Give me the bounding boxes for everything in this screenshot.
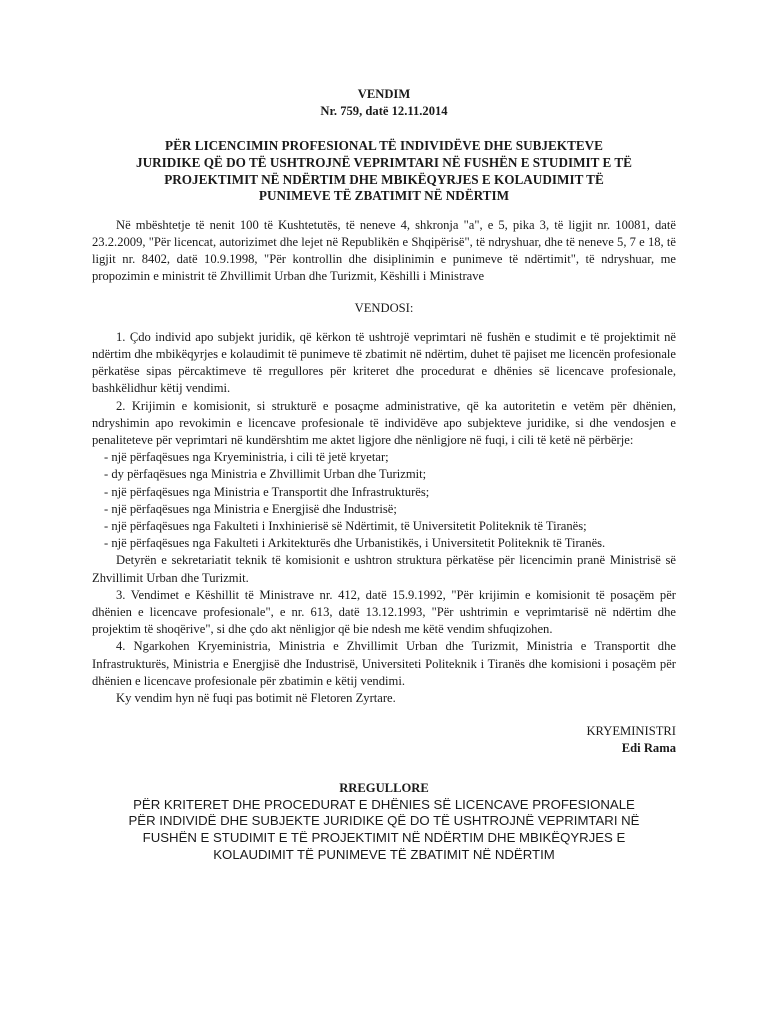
- decision-title: [92, 138, 676, 204]
- decision-title-line: PROJEKTIMIT NË NDËRTIM DHE MBIKËQYRJES E KOLAUDIMIT TË: [164, 171, 604, 187]
- preamble: Në mbështetje të nenit 100 të Kushtetutës, të neneve 4, shkronja "a", e 5, pika 3, të ligjit nr. 10081, datë 23.2.2009, "Për licencat, autorizimet dhe lejet në Republikën e Shqipërisë", të ndryshuar, dhe të neneve 5, 7 e 18, të ligjit nr. 8402, datë 10.9.1998, "Për kontrollin dhe disiplinimin e punimeve të ndërtimit", të ndryshuar, me propozimin e ministrit të Zhvillimit Urban dhe Turizmit, Këshilli i Ministrave: [92, 217, 676, 284]
- decision-title-line: PUNIMEVE TË ZBATIMIT NË NDËRTIM: [258, 188, 510, 204]
- member-item: - një përfaqësues nga Fakulteti i Inxhinierisë së Ndërtimit, të Universitetit Politeknik të Tiranës;: [104, 519, 587, 534]
- decision-number: Nr. 759, datë 12.11.2014: [320, 104, 448, 119]
- regulation-title-line: FUSHËN E STUDIMIT E TË PROJEKTIMIT NË NDËRTIM DHE MBIKËQYRJES E: [142, 830, 626, 846]
- regulation-title-line: KOLAUDIMIT TË PUNIMEVE TË ZBATIMIT NË NDËRTIM: [213, 846, 555, 862]
- decision-heading: VENDIM: [357, 87, 411, 101]
- regulation-title-line: PËR INDIVIDË DHE SUBJEKTE JURIDIKE QË DO TË USHTROJNË VEPRIMTARI NË: [128, 813, 640, 829]
- member-item: - një përfaqësues nga Ministria e Energjisë dhe Industrisë;: [104, 501, 397, 516]
- point-2: 2. Krijimin e komisionit, si strukturë e posaçme administrative, që ka autoritetin e vetëm për dhënien, ndryshimin apo revokimin e licencave profesionale të individëve apo subjekteve juridike, si dhe vendosjen e penaliteteve për veprimtari në kundërshtim me aktet ligjore dhe nënligjore në fuqi, i cili të ketë në përbërje:: [92, 398, 676, 448]
- decides-heading: VENDOSI:: [354, 300, 414, 315]
- regulation-heading: RREGULLORE: [339, 780, 429, 795]
- regulation-title: [92, 797, 676, 863]
- member-item: - një përfaqësues nga Fakulteti i Arkitekturës dhe Urbanistikës, i Universitetit Politeknik të Tiranës.: [104, 536, 606, 551]
- decision-title-line: PËR LICENCIMIN PROFESIONAL TË INDIVIDËVE DHE SUBJEKTEVE: [165, 138, 603, 154]
- signature-title: KRYEMINISTRI: [586, 724, 676, 739]
- decision-title-line: JURIDIKE QË DO TË USHTROJNË VEPRIMTARI NË FUSHËN E STUDIMIT E TË: [136, 155, 632, 170]
- regulation-title-line: PËR KRITERET DHE PROCEDURAT E DHËNIES SË LICENCAVE PROFESIONALE: [133, 796, 635, 812]
- point-1: 1. Çdo individ apo subjekt juridik, që kërkon të ushtrojë veprimtari në fushën e studimit e të projektimit në ndërtim dhe mbikëqyrjes e kolaudimit të punimeve të zbatimit në ndërtim, duhet të pajiset me licencën profesionale përkatëse sipas përcaktimeve të rregullores për kriteret dhe procedurat e dhënies së licencave profesionale, bashkëlidhur këtij vendimi.: [92, 329, 676, 396]
- point-3: 3. Vendimet e Këshillit të Ministrave nr. 412, datë 15.9.1992, "Për krijimin e komisionit të posaçëm për dhënien e licencave profesionale", e nr. 613, datë 13.12.1993, "Për ushtrimin e veprimtarisë në ndërtim dhe projektim të shoqërive", si dhe çdo akt nënligjor që bie ndesh me këtë vendim shfuqizohen.: [92, 587, 676, 637]
- entry-into-force: Ky vendim hyn në fuqi pas botimit në Fletoren Zyrtare.: [116, 691, 396, 706]
- member-item: - një përfaqësues nga Kryeministria, i cili të jetë kryetar;: [104, 450, 389, 465]
- commission-members: [92, 449, 676, 552]
- member-item: - një përfaqësues nga Ministria e Transportit dhe Infrastrukturës;: [104, 484, 430, 499]
- member-item: - dy përfaqësues nga Ministria e Zhvillimit Urban dhe Turizmit;: [104, 467, 427, 482]
- secretariat-paragraph: Detyrën e sekretariatit teknik të komisionit e ushtron struktura përkatëse për licencimin pranë Ministrisë së Zhvillimit Urban dhe Turizmit.: [92, 553, 676, 585]
- signature-name: Edi Rama: [621, 741, 676, 756]
- point-4: 4. Ngarkohen Kryeministria, Ministria e Zhvillimit Urban dhe Turizmit, Ministria e Transportit dhe Infrastrukturës, Ministria e Energjisë dhe Industrisë, Universiteti Politeknik i Tiranës dhe komisioni i posaçëm për dhënien e licencave profesionale për zbatimin e këtij vendimi.: [92, 639, 676, 688]
